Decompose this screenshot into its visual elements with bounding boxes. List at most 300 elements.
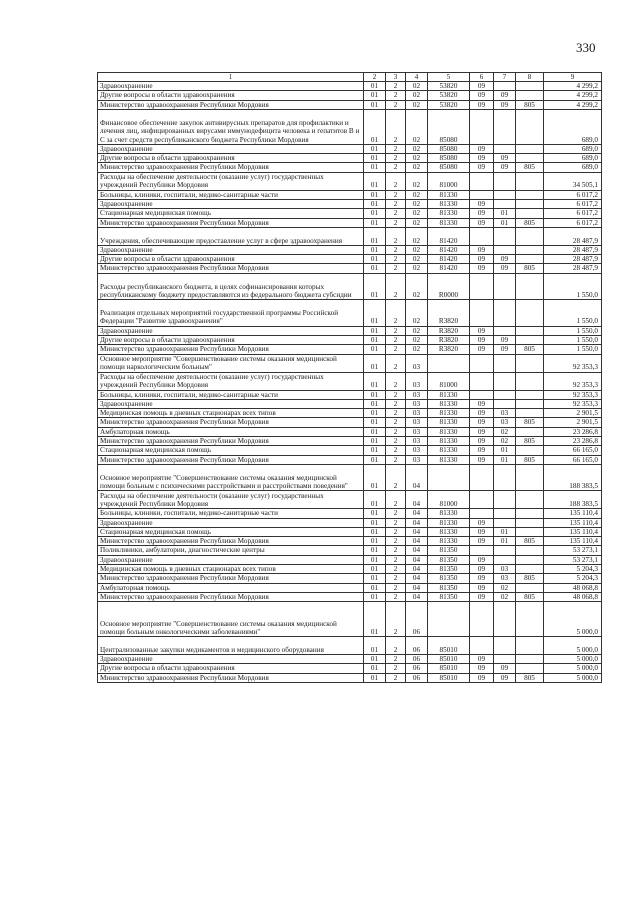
table-row bbox=[98, 436, 602, 445]
cell-amount: 66 165,0 bbox=[544, 455, 602, 464]
cell-ministry bbox=[516, 427, 544, 436]
cell-subprogram: 2 bbox=[386, 592, 406, 601]
cell-chapter: 09 bbox=[470, 154, 494, 163]
cell-subsection: 02 bbox=[494, 583, 516, 592]
cell-section: 01 bbox=[364, 409, 386, 418]
cell-subprogram: 2 bbox=[386, 109, 406, 144]
table-row bbox=[98, 537, 602, 546]
cell-subsection bbox=[494, 273, 516, 300]
cell-direction bbox=[428, 602, 470, 637]
cell-direction: 81350 bbox=[428, 583, 470, 592]
cell-section: 01 bbox=[364, 664, 386, 673]
cell-ministry bbox=[516, 409, 544, 418]
cell-ministry bbox=[516, 555, 544, 564]
cell-chapter: 09 bbox=[470, 218, 494, 227]
cell-amount: 6 017,2 bbox=[544, 200, 602, 209]
cell-amount: 188 383,5 bbox=[544, 464, 602, 491]
cell-name: Министерство здравоохранения Республики Мордовия bbox=[98, 163, 364, 172]
cell-ministry bbox=[516, 82, 544, 91]
cell-section: 01 bbox=[364, 91, 386, 100]
cell-amount: 28 487,9 bbox=[544, 264, 602, 273]
table-row bbox=[98, 91, 602, 100]
cell-amount: 5 000,0 bbox=[544, 673, 602, 682]
cell-name: Основное мероприятие "Совершенствование системы оказания медицинской помощи наркологическим больным" bbox=[98, 354, 364, 372]
cell-section: 01 bbox=[364, 399, 386, 408]
cell-direction: 81330 bbox=[428, 455, 470, 464]
cell-ministry bbox=[516, 390, 544, 399]
cell-section: 01 bbox=[364, 172, 386, 190]
cell-subsection bbox=[494, 300, 516, 327]
cell-direction: 81330 bbox=[428, 509, 470, 518]
cell-direction: 81330 bbox=[428, 418, 470, 427]
cell-subprogram: 2 bbox=[386, 273, 406, 300]
table-row bbox=[98, 664, 602, 673]
cell-section: 01 bbox=[364, 436, 386, 445]
cell-name: Больницы, клиники, госпитали, медико-санитарные части bbox=[98, 190, 364, 199]
cell-section: 01 bbox=[364, 200, 386, 209]
table-row bbox=[98, 144, 602, 153]
cell-chapter: 09 bbox=[470, 527, 494, 536]
cell-direction: 85010 bbox=[428, 637, 470, 655]
table-row bbox=[98, 583, 602, 592]
cell-subsection bbox=[494, 555, 516, 564]
cell-direction: 81330 bbox=[428, 436, 470, 445]
cell-section: 01 bbox=[364, 427, 386, 436]
cell-subprogram: 2 bbox=[386, 436, 406, 445]
cell-event: 04 bbox=[406, 546, 428, 555]
cell-name: Другие вопросы в области здравоохранения bbox=[98, 91, 364, 100]
table-row bbox=[98, 345, 602, 354]
cell-event: 04 bbox=[406, 592, 428, 601]
cell-section: 01 bbox=[364, 264, 386, 273]
cell-chapter: 09 bbox=[470, 335, 494, 344]
cell-subprogram: 2 bbox=[386, 602, 406, 637]
table-row bbox=[98, 546, 602, 555]
table-row bbox=[98, 172, 602, 190]
cell-subprogram: 2 bbox=[386, 583, 406, 592]
cell-chapter bbox=[470, 546, 494, 555]
cell-subsection: 02 bbox=[494, 436, 516, 445]
cell-chapter bbox=[470, 273, 494, 300]
table-row bbox=[98, 427, 602, 436]
cell-amount: 1 550,0 bbox=[544, 335, 602, 344]
cell-name: Стационарная медицинская помощь bbox=[98, 446, 364, 455]
cell-subprogram: 2 bbox=[386, 218, 406, 227]
cell-ministry bbox=[516, 326, 544, 335]
cell-ministry: 805 bbox=[516, 592, 544, 601]
table-row bbox=[98, 574, 602, 583]
cell-direction: R0000 bbox=[428, 273, 470, 300]
cell-chapter bbox=[470, 491, 494, 509]
cell-subsection bbox=[494, 82, 516, 91]
cell-event: 02 bbox=[406, 326, 428, 335]
cell-event: 04 bbox=[406, 555, 428, 564]
cell-subprogram: 2 bbox=[386, 527, 406, 536]
cell-ministry bbox=[516, 664, 544, 673]
cell-chapter: 09 bbox=[470, 264, 494, 273]
cell-subprogram: 2 bbox=[386, 190, 406, 199]
cell-chapter bbox=[470, 190, 494, 199]
cell-subsection: 02 bbox=[494, 427, 516, 436]
cell-chapter: 09 bbox=[470, 163, 494, 172]
cell-chapter: 09 bbox=[470, 255, 494, 264]
cell-amount: 48 068,8 bbox=[544, 592, 602, 601]
cell-direction: 85010 bbox=[428, 664, 470, 673]
cell-event: 02 bbox=[406, 144, 428, 153]
cell-amount: 689,0 bbox=[544, 163, 602, 172]
cell-subprogram: 2 bbox=[386, 555, 406, 564]
cell-chapter bbox=[470, 637, 494, 655]
cell-subsection: 01 bbox=[494, 537, 516, 546]
column-header-direction: 5 bbox=[428, 73, 470, 82]
cell-amount: 28 487,9 bbox=[544, 227, 602, 245]
cell-event: 03 bbox=[406, 418, 428, 427]
cell-chapter: 09 bbox=[470, 655, 494, 664]
cell-event: 02 bbox=[406, 109, 428, 144]
cell-ministry bbox=[516, 655, 544, 664]
cell-subsection bbox=[494, 390, 516, 399]
cell-subsection bbox=[494, 354, 516, 372]
cell-chapter: 09 bbox=[470, 144, 494, 153]
cell-amount: 66 165,0 bbox=[544, 446, 602, 455]
cell-amount: 5 000,0 bbox=[544, 602, 602, 637]
cell-section: 01 bbox=[364, 602, 386, 637]
cell-chapter: 09 bbox=[470, 418, 494, 427]
cell-subsection bbox=[494, 399, 516, 408]
cell-section: 01 bbox=[364, 583, 386, 592]
cell-chapter: 09 bbox=[470, 446, 494, 455]
cell-section: 01 bbox=[364, 446, 386, 455]
cell-section: 01 bbox=[364, 555, 386, 564]
table-row bbox=[98, 637, 602, 655]
cell-event: 06 bbox=[406, 673, 428, 682]
cell-event: 02 bbox=[406, 100, 428, 109]
cell-section: 01 bbox=[364, 546, 386, 555]
table-row bbox=[98, 300, 602, 327]
cell-ministry bbox=[516, 637, 544, 655]
cell-chapter bbox=[470, 172, 494, 190]
cell-chapter bbox=[470, 372, 494, 390]
cell-amount: 5 000,0 bbox=[544, 637, 602, 655]
cell-name: Здравоохранение bbox=[98, 555, 364, 564]
cell-name: Министерство здравоохранения Республики Мордовия bbox=[98, 345, 364, 354]
cell-name: Реализация отдельных мероприятий государственной программы Российской Федерации "Развитие здравоохранения" bbox=[98, 300, 364, 327]
cell-direction: 81350 bbox=[428, 592, 470, 601]
cell-direction: 81350 bbox=[428, 546, 470, 555]
cell-subsection bbox=[494, 464, 516, 491]
cell-event: 02 bbox=[406, 163, 428, 172]
cell-name: Учреждения, обеспечивающие предоставление услуг в сфере здравоохранения bbox=[98, 227, 364, 245]
column-header-ministry: 8 bbox=[516, 73, 544, 82]
cell-direction: 81330 bbox=[428, 527, 470, 536]
cell-section: 01 bbox=[364, 509, 386, 518]
table-row bbox=[98, 446, 602, 455]
cell-amount: 135 110,4 bbox=[544, 518, 602, 527]
table-row bbox=[98, 372, 602, 390]
cell-subsection: 01 bbox=[494, 209, 516, 218]
cell-event: 03 bbox=[406, 409, 428, 418]
cell-subprogram: 2 bbox=[386, 245, 406, 254]
table-row bbox=[98, 100, 602, 109]
cell-ministry: 805 bbox=[516, 163, 544, 172]
column-header-event: 4 bbox=[406, 73, 428, 82]
cell-section: 01 bbox=[364, 144, 386, 153]
cell-amount: 5 000,0 bbox=[544, 664, 602, 673]
cell-direction: 53820 bbox=[428, 82, 470, 91]
cell-ministry bbox=[516, 273, 544, 300]
cell-section: 01 bbox=[364, 455, 386, 464]
cell-name: Расходы на обеспечение деятельности (оказание услуг) государственных учреждений Республики Мордовия bbox=[98, 172, 364, 190]
cell-amount: 4 299,2 bbox=[544, 82, 602, 91]
table-row bbox=[98, 509, 602, 518]
table-row bbox=[98, 190, 602, 199]
table-row bbox=[98, 455, 602, 464]
table-row bbox=[98, 518, 602, 527]
cell-subprogram: 2 bbox=[386, 335, 406, 344]
cell-section: 01 bbox=[364, 390, 386, 399]
cell-amount: 5 000,0 bbox=[544, 655, 602, 664]
cell-ministry bbox=[516, 527, 544, 536]
cell-event: 03 bbox=[406, 455, 428, 464]
cell-name: Другие вопросы в области здравоохранения bbox=[98, 154, 364, 163]
cell-direction: R3820 bbox=[428, 326, 470, 335]
cell-event: 04 bbox=[406, 518, 428, 527]
cell-chapter: 09 bbox=[470, 583, 494, 592]
cell-subprogram: 2 bbox=[386, 518, 406, 527]
cell-event: 02 bbox=[406, 227, 428, 245]
table-row bbox=[98, 673, 602, 682]
table-row bbox=[98, 154, 602, 163]
cell-amount: 1 550,0 bbox=[544, 273, 602, 300]
cell-subprogram: 2 bbox=[386, 372, 406, 390]
cell-ministry bbox=[516, 245, 544, 254]
cell-event: 02 bbox=[406, 154, 428, 163]
cell-event: 06 bbox=[406, 655, 428, 664]
cell-section: 01 bbox=[364, 527, 386, 536]
cell-name: Министерство здравоохранения Республики Мордовия bbox=[98, 537, 364, 546]
table-header-row bbox=[98, 73, 602, 82]
cell-name: Медицинская помощь в дневных стационарах всех типов bbox=[98, 564, 364, 573]
cell-event: 03 bbox=[406, 390, 428, 399]
cell-event: 02 bbox=[406, 245, 428, 254]
cell-ministry bbox=[516, 200, 544, 209]
cell-amount: 92 353,3 bbox=[544, 390, 602, 399]
cell-event: 04 bbox=[406, 509, 428, 518]
cell-ministry: 805 bbox=[516, 537, 544, 546]
table-row bbox=[98, 255, 602, 264]
cell-amount: 53 273,1 bbox=[544, 546, 602, 555]
cell-section: 01 bbox=[364, 109, 386, 144]
table-row bbox=[98, 82, 602, 91]
cell-subprogram: 2 bbox=[386, 345, 406, 354]
cell-name: Медицинская помощь в дневных стационарах всех типов bbox=[98, 409, 364, 418]
cell-amount: 6 017,2 bbox=[544, 218, 602, 227]
cell-ministry bbox=[516, 300, 544, 327]
table-row bbox=[98, 163, 602, 172]
cell-event: 04 bbox=[406, 583, 428, 592]
cell-name: Министерство здравоохранения Республики Мордовия bbox=[98, 673, 364, 682]
cell-amount: 23 286,8 bbox=[544, 436, 602, 445]
cell-amount: 4 299,2 bbox=[544, 91, 602, 100]
cell-chapter bbox=[470, 354, 494, 372]
cell-amount: 6 017,2 bbox=[544, 190, 602, 199]
cell-name: Министерство здравоохранения Республики Мордовия bbox=[98, 436, 364, 445]
cell-subsection bbox=[494, 602, 516, 637]
cell-chapter bbox=[470, 509, 494, 518]
cell-event: 06 bbox=[406, 637, 428, 655]
cell-event: 04 bbox=[406, 574, 428, 583]
cell-ministry bbox=[516, 354, 544, 372]
column-header-subprogram: 3 bbox=[386, 73, 406, 82]
cell-ministry: 805 bbox=[516, 418, 544, 427]
cell-direction: 85080 bbox=[428, 163, 470, 172]
cell-subsection: 03 bbox=[494, 564, 516, 573]
cell-subprogram: 2 bbox=[386, 154, 406, 163]
cell-name: Министерство здравоохранения Республики Мордовия bbox=[98, 264, 364, 273]
cell-name: Централизованные закупки медикаментов и медицинского оборудования bbox=[98, 637, 364, 655]
table-row bbox=[98, 602, 602, 637]
cell-subprogram: 2 bbox=[386, 163, 406, 172]
cell-section: 01 bbox=[364, 464, 386, 491]
cell-direction: R3820 bbox=[428, 345, 470, 354]
cell-direction: 85080 bbox=[428, 109, 470, 144]
cell-chapter: 09 bbox=[470, 436, 494, 445]
cell-subprogram: 2 bbox=[386, 427, 406, 436]
cell-ministry: 805 bbox=[516, 345, 544, 354]
cell-section: 01 bbox=[364, 82, 386, 91]
cell-subsection: 09 bbox=[494, 664, 516, 673]
cell-name: Министерство здравоохранения Республики Мордовия bbox=[98, 592, 364, 601]
cell-subprogram: 2 bbox=[386, 455, 406, 464]
cell-subsection bbox=[494, 227, 516, 245]
table-row bbox=[98, 418, 602, 427]
cell-chapter: 09 bbox=[470, 673, 494, 682]
cell-subsection bbox=[494, 491, 516, 509]
cell-chapter: 09 bbox=[470, 345, 494, 354]
cell-subsection: 03 bbox=[494, 418, 516, 427]
cell-subsection bbox=[494, 109, 516, 144]
table-row bbox=[98, 592, 602, 601]
cell-subprogram: 2 bbox=[386, 537, 406, 546]
cell-event: 02 bbox=[406, 82, 428, 91]
cell-direction: 81420 bbox=[428, 264, 470, 273]
cell-subprogram: 2 bbox=[386, 255, 406, 264]
cell-section: 01 bbox=[364, 100, 386, 109]
table-row bbox=[98, 245, 602, 254]
cell-direction: 81350 bbox=[428, 555, 470, 564]
cell-subsection bbox=[494, 172, 516, 190]
cell-subprogram: 2 bbox=[386, 574, 406, 583]
cell-event: 02 bbox=[406, 218, 428, 227]
cell-chapter: 09 bbox=[470, 564, 494, 573]
cell-event: 06 bbox=[406, 602, 428, 637]
cell-chapter: 09 bbox=[470, 555, 494, 564]
cell-direction: 81420 bbox=[428, 255, 470, 264]
cell-subprogram: 2 bbox=[386, 664, 406, 673]
cell-amount: 34 505,1 bbox=[544, 172, 602, 190]
cell-subprogram: 2 bbox=[386, 446, 406, 455]
cell-name: Другие вопросы в области здравоохранения bbox=[98, 335, 364, 344]
cell-direction: 81330 bbox=[428, 446, 470, 455]
cell-chapter: 09 bbox=[470, 537, 494, 546]
cell-ministry bbox=[516, 491, 544, 509]
cell-subsection: 09 bbox=[494, 255, 516, 264]
cell-name: Больницы, клиники, госпитали, медико-санитарные части bbox=[98, 509, 364, 518]
cell-chapter: 09 bbox=[470, 245, 494, 254]
cell-subsection bbox=[494, 326, 516, 335]
cell-ministry bbox=[516, 546, 544, 555]
table-row bbox=[98, 655, 602, 664]
cell-ministry bbox=[516, 190, 544, 199]
cell-section: 01 bbox=[364, 335, 386, 344]
cell-chapter: 09 bbox=[470, 209, 494, 218]
cell-amount: 28 487,9 bbox=[544, 255, 602, 264]
cell-name: Здравоохранение bbox=[98, 200, 364, 209]
cell-amount: 92 353,3 bbox=[544, 354, 602, 372]
cell-amount: 135 110,4 bbox=[544, 509, 602, 518]
cell-section: 01 bbox=[364, 637, 386, 655]
cell-name: Другие вопросы в области здравоохранения bbox=[98, 664, 364, 673]
column-header-subsection: 7 bbox=[494, 73, 516, 82]
table-row bbox=[98, 399, 602, 408]
cell-direction: 81350 bbox=[428, 574, 470, 583]
cell-direction: 53820 bbox=[428, 100, 470, 109]
cell-subsection: 03 bbox=[494, 574, 516, 583]
cell-name: Министерство здравоохранения Республики Мордовия bbox=[98, 218, 364, 227]
cell-subsection: 09 bbox=[494, 264, 516, 273]
cell-chapter: 09 bbox=[470, 326, 494, 335]
cell-direction: 81420 bbox=[428, 227, 470, 245]
cell-name: Министерство здравоохранения Республики Мордовия bbox=[98, 100, 364, 109]
cell-section: 01 bbox=[364, 673, 386, 682]
cell-direction: 53820 bbox=[428, 91, 470, 100]
cell-subsection: 09 bbox=[494, 154, 516, 163]
cell-amount: 689,0 bbox=[544, 144, 602, 153]
cell-amount: 1 550,0 bbox=[544, 326, 602, 335]
cell-amount: 5 204,3 bbox=[544, 564, 602, 573]
cell-section: 01 bbox=[364, 372, 386, 390]
cell-direction: 81330 bbox=[428, 399, 470, 408]
cell-event: 02 bbox=[406, 335, 428, 344]
table-row bbox=[98, 564, 602, 573]
cell-section: 01 bbox=[364, 245, 386, 254]
cell-amount: 4 299,2 bbox=[544, 100, 602, 109]
cell-ministry bbox=[516, 564, 544, 573]
cell-subprogram: 2 bbox=[386, 673, 406, 682]
cell-chapter: 09 bbox=[470, 518, 494, 527]
cell-ministry bbox=[516, 518, 544, 527]
cell-subsection: 09 bbox=[494, 345, 516, 354]
cell-subsection bbox=[494, 509, 516, 518]
cell-section: 01 bbox=[364, 300, 386, 327]
budget-table-container bbox=[97, 72, 601, 683]
cell-amount: 689,0 bbox=[544, 109, 602, 144]
cell-ministry: 805 bbox=[516, 218, 544, 227]
cell-event: 02 bbox=[406, 255, 428, 264]
cell-ministry bbox=[516, 509, 544, 518]
cell-subprogram: 2 bbox=[386, 300, 406, 327]
cell-ministry bbox=[516, 172, 544, 190]
cell-subsection bbox=[494, 190, 516, 199]
cell-event: 03 bbox=[406, 354, 428, 372]
cell-chapter: 09 bbox=[470, 427, 494, 436]
cell-section: 01 bbox=[364, 209, 386, 218]
cell-subprogram: 2 bbox=[386, 418, 406, 427]
cell-direction: 81000 bbox=[428, 372, 470, 390]
cell-event: 02 bbox=[406, 273, 428, 300]
cell-name: Здравоохранение bbox=[98, 518, 364, 527]
cell-name: Основное мероприятие "Совершенствование системы оказания медицинской помощи больным с психическими расстройствами и расстройствами поведения" bbox=[98, 464, 364, 491]
